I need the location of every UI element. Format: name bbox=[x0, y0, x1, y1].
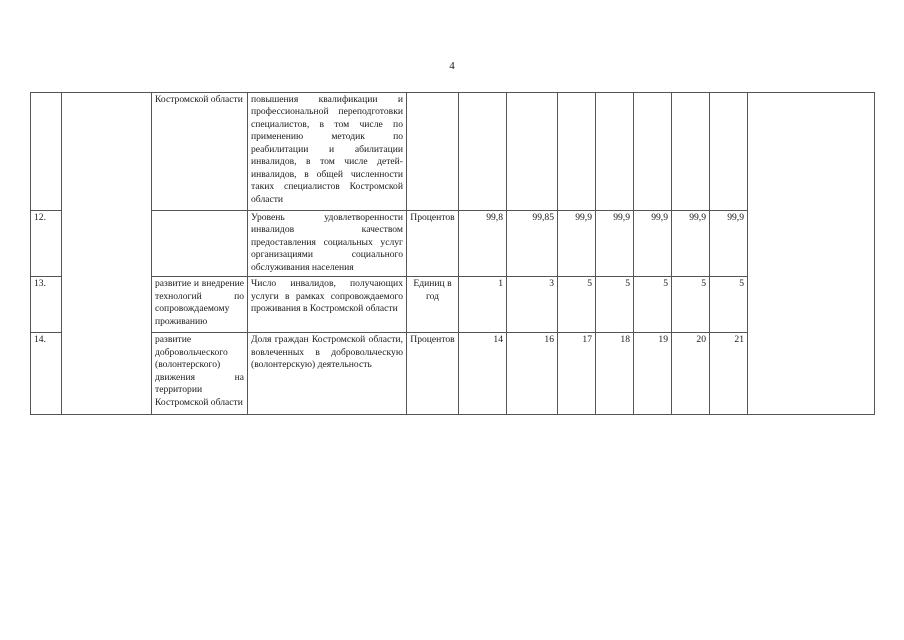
value-cell bbox=[634, 93, 672, 211]
task-cell bbox=[152, 211, 248, 277]
value-cell: 16 bbox=[507, 333, 558, 415]
value-cell bbox=[710, 93, 748, 211]
value-cell: 5 bbox=[596, 277, 634, 333]
unit-cell: Процентов bbox=[407, 333, 459, 415]
row-number-cell bbox=[31, 93, 62, 211]
value-cell: 99,8 bbox=[459, 211, 507, 277]
value-cell: 1 bbox=[459, 277, 507, 333]
row-number-cell: 13. bbox=[31, 277, 62, 333]
task-cell: развитие и внедрение технологий по сопровождаемому проживанию bbox=[152, 277, 248, 333]
indicators-table bbox=[30, 92, 875, 415]
unit-cell: Единиц в год bbox=[407, 277, 459, 333]
indicator-cell: повышения квалификации и профессиональной переподготовки специалистов, в том числе по применению методик по реабилитации и абилитации инвалидов, в том числе детей-инвалидов, в общей численности таких специалистов Костромской области bbox=[248, 93, 407, 211]
value-cell bbox=[459, 93, 507, 211]
value-cell bbox=[672, 93, 710, 211]
value-cell: 99,85 bbox=[507, 211, 558, 277]
value-cell bbox=[507, 93, 558, 211]
value-cell: 21 bbox=[710, 333, 748, 415]
value-cell: 5 bbox=[634, 277, 672, 333]
indicator-cell: Доля граждан Костромской области, вовлеченных в добровольческую (волонтерскую) деятельность bbox=[248, 333, 407, 415]
unit-cell: Процентов bbox=[407, 211, 459, 277]
value-cell: 20 bbox=[672, 333, 710, 415]
unit-cell bbox=[407, 93, 459, 211]
value-cell: 18 bbox=[596, 333, 634, 415]
value-cell: 5 bbox=[558, 277, 596, 333]
notes-cell bbox=[748, 93, 875, 415]
value-cell: 17 bbox=[558, 333, 596, 415]
row-number-cell: 12. bbox=[31, 211, 62, 277]
value-cell: 99,9 bbox=[558, 211, 596, 277]
value-cell: 5 bbox=[710, 277, 748, 333]
value-cell: 99,9 bbox=[634, 211, 672, 277]
table-row bbox=[31, 93, 875, 211]
value-cell: 5 bbox=[672, 277, 710, 333]
value-cell: 99,9 bbox=[710, 211, 748, 277]
value-cell bbox=[596, 93, 634, 211]
indicator-cell: Число инвалидов, получающих услуги в рамках сопровождаемого проживания в Костромской области bbox=[248, 277, 407, 333]
value-cell: 14 bbox=[459, 333, 507, 415]
program-cell bbox=[62, 93, 152, 415]
value-cell bbox=[558, 93, 596, 211]
value-cell: 19 bbox=[634, 333, 672, 415]
task-cell: Костромской области bbox=[152, 93, 248, 211]
value-cell: 99,9 bbox=[672, 211, 710, 277]
row-number-cell: 14. bbox=[31, 333, 62, 415]
page-number: 4 bbox=[449, 60, 455, 72]
value-cell: 3 bbox=[507, 277, 558, 333]
value-cell: 99,9 bbox=[596, 211, 634, 277]
indicator-cell: Уровень удовлетворенности инвалидов качеством предоставления социальных услуг организациями социального обслуживания населения bbox=[248, 211, 407, 277]
task-cell: развитие добровольческого (волонтерского) движения на территории Костромской области bbox=[152, 333, 248, 415]
